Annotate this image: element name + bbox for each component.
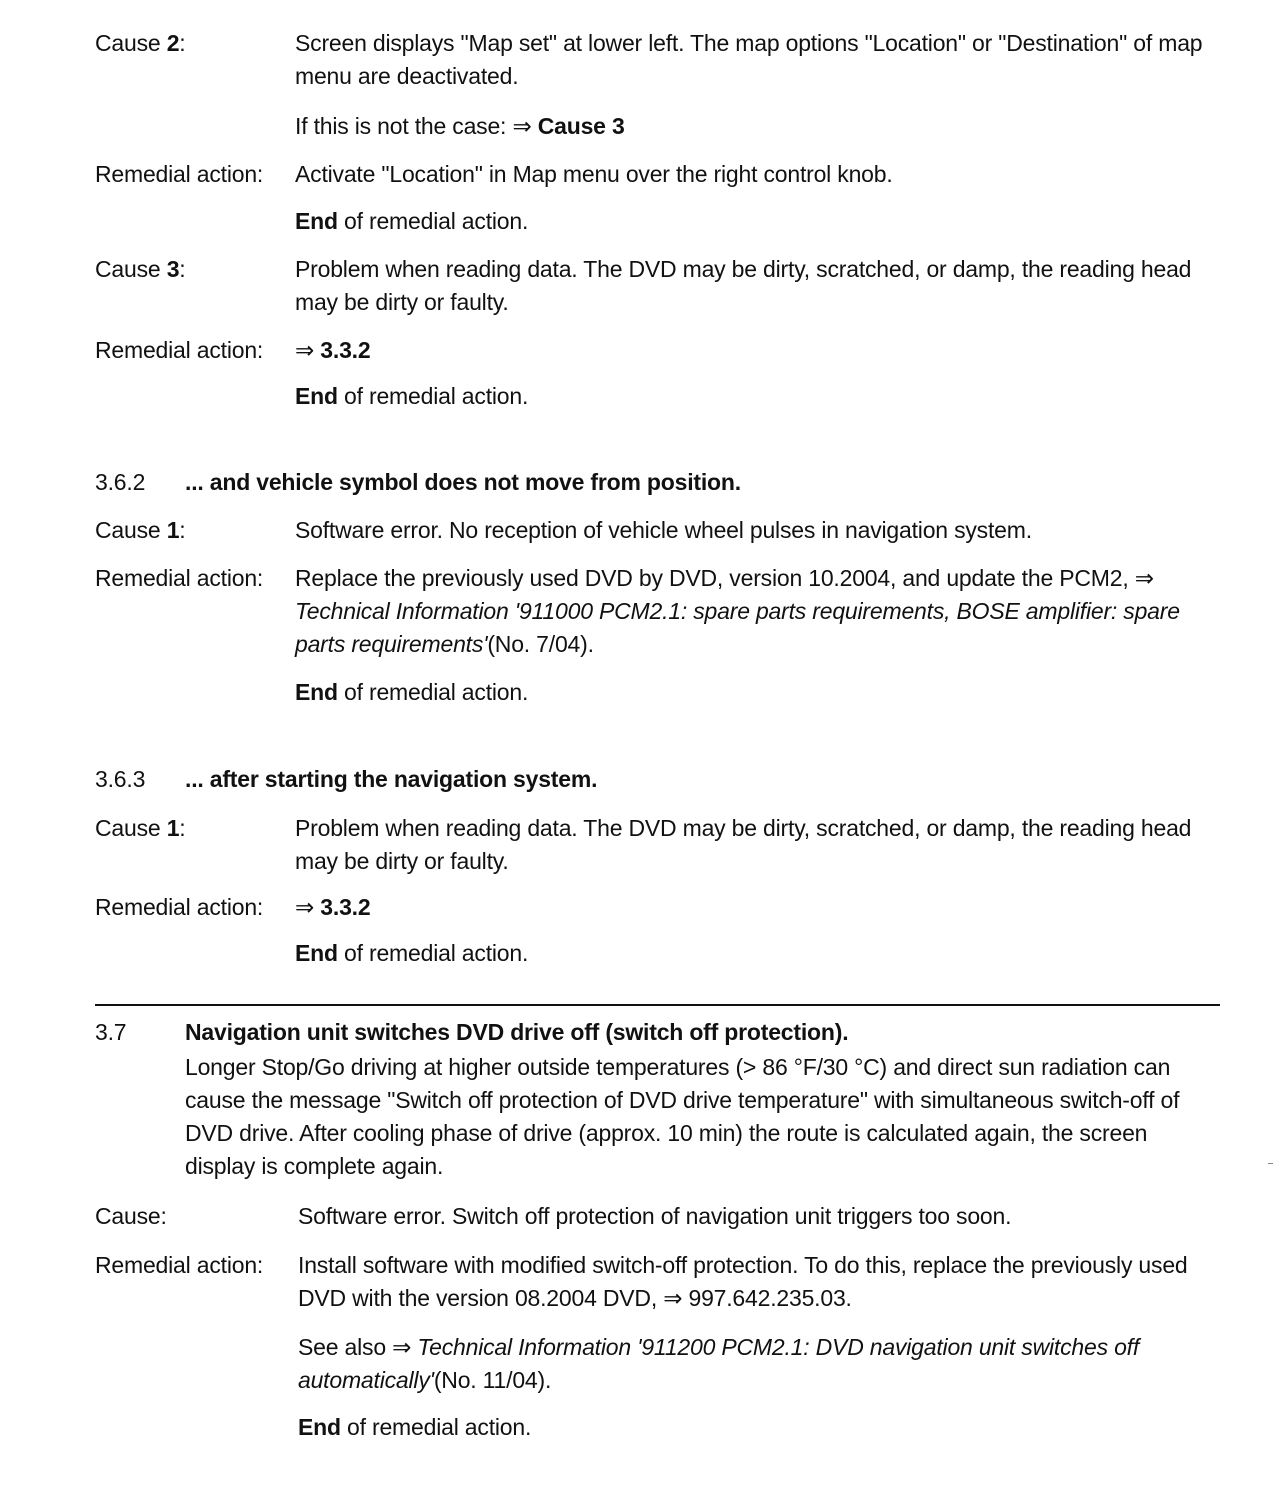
- arrow-icon: ⇒: [1134, 565, 1154, 591]
- section-title: ... and vehicle symbol does not move from position.: [185, 469, 741, 495]
- remedial-reference: ⇒ 3.3.2: [295, 894, 371, 920]
- cause-label: Cause 1:: [95, 517, 186, 543]
- end-of-remedial: End of remedial action.: [295, 679, 529, 705]
- section-number: 3.6.2: [95, 469, 146, 495]
- end-of-remedial: End of remedial action.: [295, 383, 529, 409]
- section-title: ... after starting the navigation system.: [185, 766, 598, 792]
- end-of-remedial: End of remedial action.: [295, 208, 529, 234]
- remedial-label: Remedial action:: [95, 337, 264, 363]
- scan-mark: [1268, 1163, 1273, 1164]
- if-not-line: If this is not the case: ⇒ Cause 3: [295, 113, 625, 139]
- end-of-remedial: End of remedial action.: [295, 940, 529, 966]
- remedial-label: Remedial action:: [95, 894, 264, 920]
- cause-label: Cause:: [95, 1203, 167, 1229]
- end-of-remedial: End of remedial action.: [298, 1414, 532, 1440]
- cause-text: Problem when reading data. The DVD may be dirty, scratched, or damp, the reading head may be dirty or faulty.: [295, 815, 1192, 874]
- section-number: 3.6.3: [95, 766, 146, 792]
- section-title: Navigation unit switches DVD drive off (switch off protection).: [185, 1019, 849, 1045]
- cause-label: Cause 2:: [95, 30, 186, 56]
- section-divider: [95, 1004, 1220, 1006]
- cause-text: Screen displays "Map set" at lower left. The map options "Location" or "Destination" of map menu are deactivated.: [295, 30, 1203, 89]
- remedial-text: Install software with modified switch-off protection. To do this, replace the previously used DVD with the version 08.2004 DVD, ⇒ 997.642.235.03.: [298, 1252, 1188, 1311]
- remedial-text: Activate "Location" in Map menu over the right control knob.: [295, 161, 893, 187]
- remedial-label: Remedial action:: [95, 565, 264, 591]
- technical-information-reference: Technical Information '911200 PCM2.1: DVD navigation unit switches off automatically': [298, 1334, 1140, 1393]
- remedial-reference: ⇒ 3.3.2: [295, 337, 371, 363]
- section-number: 3.7: [95, 1019, 127, 1045]
- arrow-icon: ⇒: [512, 113, 532, 139]
- arrow-icon: ⇒: [295, 337, 315, 363]
- section-intro: Longer Stop/Go driving at higher outside temperatures (> 86 °F/30 °C) and direct sun radiation can cause the message "Switch off protection of DVD drive temperature" with simultaneous switch-off of DVD drive. After cooling phase of drive (approx. 10 min) the route is calculated again, the screen display is complete again.: [185, 1054, 1180, 1179]
- technical-information-reference: Technical Information '911000 PCM2.1: spare parts requirements, BOSE amplifier: spare parts requirements': [295, 598, 1180, 657]
- cause-label: Cause 3:: [95, 256, 186, 282]
- remedial-label: Remedial action:: [95, 161, 264, 187]
- cause-text: Problem when reading data. The DVD may be dirty, scratched, or damp, the reading head may be dirty or faulty.: [295, 256, 1192, 315]
- remedial-label: Remedial action:: [95, 1252, 264, 1278]
- cause-text: Software error. Switch off protection of navigation unit triggers too soon.: [298, 1203, 1012, 1229]
- cause-label: Cause 1:: [95, 815, 186, 841]
- cause-reference: Cause 3: [537, 113, 625, 139]
- see-also-text: See also ⇒ Technical Information '911200 PCM2.1: DVD navigation unit switches off automatically'(No. 11/04).: [298, 1334, 1140, 1393]
- arrow-icon: ⇒: [295, 894, 315, 920]
- cause-text: Software error. No reception of vehicle wheel pulses in navigation system.: [295, 517, 1032, 543]
- arrow-icon: ⇒: [392, 1334, 412, 1360]
- remedial-text: Replace the previously used DVD by DVD, version 10.2004, and update the PCM2, ⇒ Technical Information '911000 PCM2.1: spare parts requirements, BOSE amplifier: spare parts requirements'(No. 7/04).: [295, 565, 1180, 657]
